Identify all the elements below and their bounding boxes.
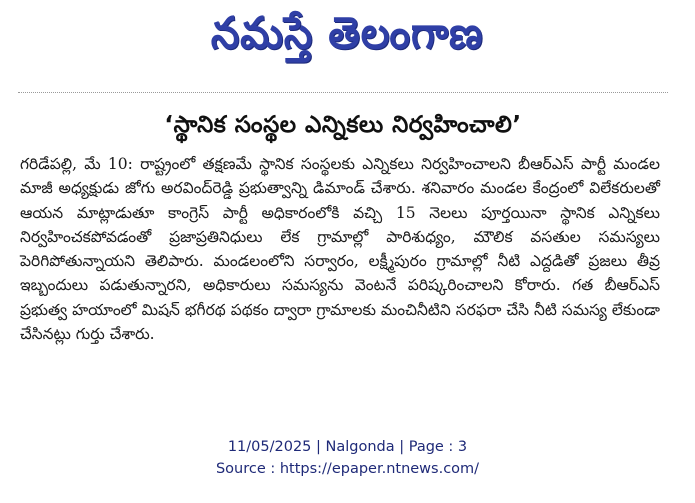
article-headline: ‘స్థానిక సంస్థల ఎన్నికలు నిర్వహించాలి’ <box>164 112 522 138</box>
source-footer <box>0 436 695 480</box>
article-clipping <box>18 92 668 422</box>
article-body: గరిడేపల్లి, మే 10: రాష్ట్రంలో తక్షణమే స్థానిక సంస్థలకు ఎన్నికలు నిర్వహించాలని బీఆర్‌ఎస్‌ పార్టీ మండల మాజీ అధ్యక్షుడు జోగు అరవింద్‌రెడ్డి ప్రభుత్వాన్ని డిమాండ్‌ చేశారు. శనివారం మండల కేంద్రంలో విలేకరులతో ఆయన మాట్లాడుతూ కాంగ్రెస్‌ పార్టీ అధికారంలోకి వచ్చి 15 నెలలు పూర్తయినా స్థానిక ఎన్నికలు నిర్వహించకపోవడంతో ప్రజాప్రతినిధులు లేక గ్రామాల్లో పారిశుధ్యం, మౌలిక వసతుల సమస్యలు పెరిగిపోతున్నాయని తెలిపారు. మండలంలోని సర్వారం, లక్ష్మీపురం గ్రామాల్లో నీటి ఎద్దడితో ప్రజలు తీవ్ర ఇబ్బందులు పడుతున్నారని, అధికారులు సమస్యను వెంటనే పరిష్కరించాలని కోరారు. గత బీఆర్‌ఎస్‌ ప్రభుత్వ హయాంలో మిషన్‌ భగీరథ పథకం ద్వారా గ్రామాలకు మంచినీటిని సరఫరా చేసి నీటి సమస్య లేకుండా చేసినట్లు గుర్తు చేశారు. <box>20 155 660 344</box>
source-link[interactable]: Source : https://epaper.ntnews.com/ <box>215 461 480 477</box>
newspaper-logo: నమస్తే తెలంగాణ <box>211 8 484 59</box>
edition-info: 11/05/2025 | Nalgonda | Page : 3 <box>227 439 468 455</box>
masthead <box>0 0 695 78</box>
clipping-top-edge <box>18 92 668 99</box>
adjacent-column-edge <box>665 92 695 422</box>
